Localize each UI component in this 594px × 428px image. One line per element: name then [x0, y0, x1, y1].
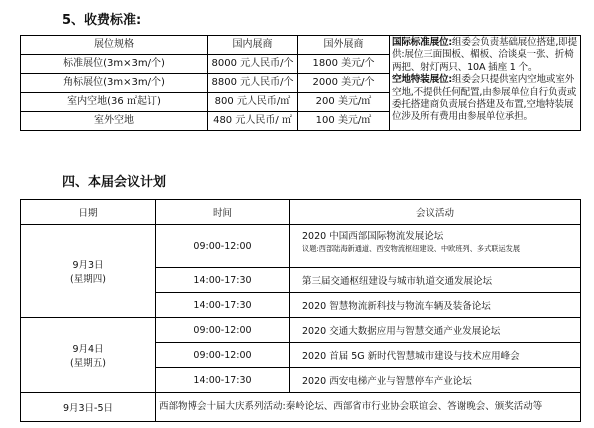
- fee-domestic: 8800 元人民币/个: [208, 74, 298, 93]
- column-header-foreign: 国外展商: [298, 36, 390, 55]
- session-activity: 第三届交通枢纽建设与城市轨道交通发展论坛: [290, 268, 581, 293]
- fee-table-header: [21, 36, 581, 55]
- session-row: [21, 225, 581, 268]
- column-header-spec: 展位规格: [21, 36, 208, 55]
- fee-foreign: 2000 美元/个: [298, 74, 390, 93]
- final-date: 9月3日-5日: [21, 393, 156, 422]
- session-activity: 2020 交通大数据应用与智慧交通产业发展论坛: [290, 318, 581, 343]
- day-cell: [21, 318, 156, 393]
- session-time: 14:00-17:30: [156, 293, 290, 318]
- fee-table: [20, 35, 581, 131]
- session-time: 14:00-17:30: [156, 368, 290, 393]
- day-weekday: (星期五): [70, 358, 106, 369]
- fee-spec: 室内空地(36 ㎡起订): [21, 93, 208, 112]
- note-standard-title: 国际标准展位:: [392, 37, 452, 48]
- day-date: 9月4日: [72, 344, 104, 355]
- column-header-activity: 会议活动: [290, 200, 581, 225]
- fee-domestic: 480 元人民币/ ㎡: [208, 112, 298, 131]
- column-header-domestic: 国内展商: [208, 36, 298, 55]
- day-cell: [21, 225, 156, 318]
- section5-heading: 5、收费标准:: [62, 13, 142, 28]
- session-activity: 2020 首届 5G 新时代智慧城市建设与技术应用峰会: [290, 343, 581, 368]
- day-weekday: (星期四): [70, 274, 106, 285]
- booth-note: [390, 36, 581, 131]
- note-space-title: 空地特装展位:: [392, 74, 452, 86]
- session-time: 09:00-12:00: [156, 318, 290, 343]
- session-activity: 2020 智慧物流新科技与物流车辆及装备论坛: [290, 293, 581, 318]
- session-activity: 2020 西安电梯产业与智慧停车产业论坛: [290, 368, 581, 393]
- session-activity: [290, 225, 581, 268]
- activity-detail: 议题:西部陆海新通道、西安物流枢纽建设、中欧班列、多式联运发展: [302, 244, 521, 253]
- fee-spec: 角标展位(3m×3m/个): [21, 74, 208, 93]
- session-time: 09:00-12:00: [156, 343, 290, 368]
- day-date: 9月3日: [72, 260, 104, 271]
- fee-foreign: 1800 美元/个: [298, 55, 390, 74]
- final-activity: 西部物博会十届大庆系列活动:秦岭论坛、西部省市行业协会联谊会、答谢晚会、颁奖活动等: [156, 393, 581, 422]
- fee-domestic: 800 元人民币/㎡: [208, 93, 298, 112]
- column-header-time: 时间: [156, 200, 290, 225]
- fee-spec: 标准展位(3m×3m/个): [21, 55, 208, 74]
- activity-title: 2020 中国西部国际物流发展论坛: [302, 231, 444, 242]
- final-row: [21, 393, 581, 422]
- session-row: [21, 318, 581, 343]
- meeting-plan-table: [20, 199, 581, 422]
- section4-heading: 四、本届会议计划: [62, 175, 167, 190]
- fee-spec: 室外空地: [21, 112, 208, 131]
- column-header-date: 日期: [21, 200, 156, 225]
- plan-header: [21, 200, 581, 225]
- session-time: 09:00-12:00: [156, 225, 290, 268]
- fee-domestic: 8000 元人民币/个: [208, 55, 298, 74]
- fee-foreign: 200 美元/㎡: [298, 93, 390, 112]
- note-standard-text: 组委会负责基础展位搭建,即提供:展位三面围板、楣板、洽谈桌一张、折椅两把、射灯两只、10A 插座 1 个。: [392, 37, 577, 73]
- note-space-text: 组委会只提供室内空地或室外空地,不提供任何配置,由参展单位自行负责或委托搭建商负责展台搭建及布置,空地特装展位涉及所有费用由参展单位承担。: [392, 74, 577, 123]
- fee-foreign: 100 美元/㎡: [298, 112, 390, 131]
- session-time: 14:00-17:30: [156, 268, 290, 293]
